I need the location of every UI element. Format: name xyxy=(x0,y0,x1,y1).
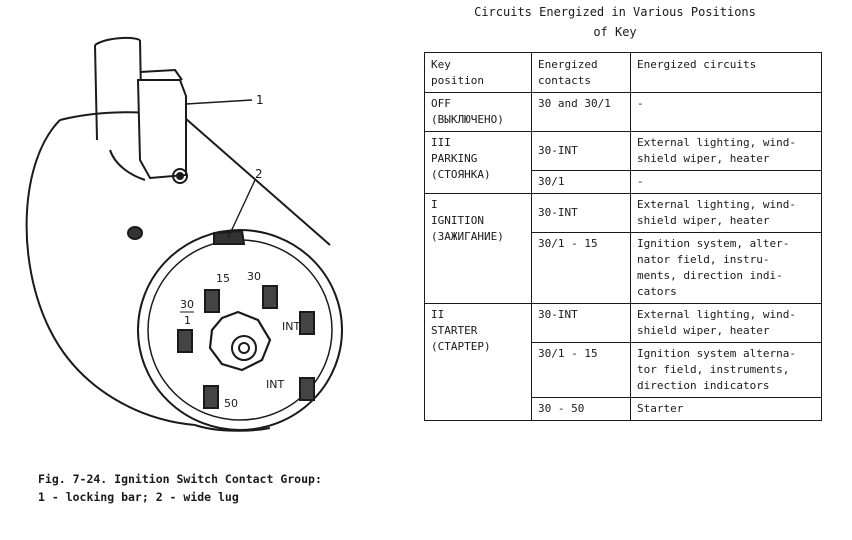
cell-text: 30-INT xyxy=(538,206,578,219)
cell-text: STARTER xyxy=(431,324,478,337)
contact-int-right xyxy=(300,312,314,334)
cell-text: 30/1 - 15 xyxy=(538,347,598,360)
table-row-starter xyxy=(425,304,822,343)
circuits-cell xyxy=(631,194,822,233)
cell-text: (ЗАЖИГАНИЕ) xyxy=(431,230,504,243)
cell-text: 30-INT xyxy=(538,308,578,321)
circuits-cell xyxy=(631,343,822,398)
label-int-right: INT xyxy=(282,320,301,333)
contacts-cell xyxy=(532,194,631,233)
header-text: position xyxy=(431,74,484,87)
cell-text: PARKING xyxy=(431,152,478,165)
cell-text: 30 - 50 xyxy=(538,402,585,415)
table-row-parking xyxy=(425,132,822,171)
cell-text: - xyxy=(637,175,644,188)
label-30-top: 30 xyxy=(180,298,194,311)
circuits-cell xyxy=(631,93,822,132)
cell-text: Starter xyxy=(637,402,684,415)
cell-text: External lighting, wind- xyxy=(637,136,796,149)
contacts-cell xyxy=(532,132,631,171)
key-position-ignition xyxy=(425,194,532,304)
cell-text: Ignition system, alter- xyxy=(637,237,790,250)
cell-text: I xyxy=(431,198,438,211)
cell-text: 30 and 30/1 xyxy=(538,97,611,110)
cell-text: ments, direction indi- xyxy=(637,269,783,282)
cell-text: External lighting, wind- xyxy=(637,198,796,211)
table-header-row xyxy=(425,53,822,93)
ignition-switch-figure xyxy=(0,0,400,470)
header-energized-circuits xyxy=(631,53,822,93)
circuits-cell xyxy=(631,304,822,343)
header-text: contacts xyxy=(538,74,591,87)
locking-bar xyxy=(138,80,186,178)
header-key-position xyxy=(425,53,532,93)
contacts-cell xyxy=(532,171,631,194)
key-position-parking xyxy=(425,132,532,194)
contacts-cell xyxy=(532,398,631,421)
header-text: Energized xyxy=(538,58,598,71)
contacts-cell xyxy=(532,343,631,398)
circuits-cell xyxy=(631,398,822,421)
figure-caption xyxy=(38,470,398,506)
table-row-ignition xyxy=(425,194,822,233)
cell-text: III xyxy=(431,136,451,149)
key-position-starter xyxy=(425,304,532,421)
circuits-cell xyxy=(631,171,822,194)
cell-text: Ignition system alterna- xyxy=(637,347,796,360)
table-title xyxy=(420,2,810,42)
cell-text: direction indicators xyxy=(637,379,770,392)
caption-line-1: Fig. 7-24. Ignition Switch Contact Group: xyxy=(38,472,322,486)
header-energized-contacts xyxy=(532,53,631,93)
cell-text: II xyxy=(431,308,445,321)
label-15: 15 xyxy=(216,272,230,285)
cell-text: (СТОЯНКА) xyxy=(431,168,491,181)
circuits-cell xyxy=(631,132,822,171)
contact-30 xyxy=(263,286,277,308)
header-text: Key xyxy=(431,58,451,71)
cell-text: shield wiper, heater xyxy=(637,152,770,165)
table-title-line-1: Circuits Energized in Various Positions xyxy=(474,5,756,19)
contact-int-bottom xyxy=(300,378,314,400)
cell-text: OFF xyxy=(431,97,451,110)
caption-line-2: 1 - locking bar; 2 - wide lug xyxy=(38,490,239,504)
label-int-bottom: INT xyxy=(266,378,285,391)
cell-text: 30/1 xyxy=(538,175,565,188)
cell-text: nator field, instru- xyxy=(637,253,770,266)
label-1-bottom: 1 xyxy=(184,314,191,327)
callout-2: 2 xyxy=(255,167,263,181)
callout-1: 1 xyxy=(256,93,264,107)
cell-text: shield wiper, heater xyxy=(637,214,770,227)
rotor xyxy=(210,312,270,370)
table-row-off xyxy=(425,93,822,132)
cell-text: IGNITION xyxy=(431,214,484,227)
contact-15 xyxy=(205,290,219,312)
cell-text: cators xyxy=(637,285,677,298)
contacts-cell xyxy=(532,233,631,304)
cell-text: External lighting, wind- xyxy=(637,308,796,321)
cell-text: - xyxy=(637,97,644,110)
cell-text: (ВЫКЛЮЧЕНО) xyxy=(431,113,504,126)
contacts-cell xyxy=(532,93,631,132)
contact-50 xyxy=(204,386,218,408)
circuits-cell xyxy=(631,233,822,304)
cell-text: 30-INT xyxy=(538,144,578,157)
cell-text: 30/1 - 15 xyxy=(538,237,598,250)
contact-30-1 xyxy=(178,330,192,352)
cell-text: tor field, instruments, xyxy=(637,363,790,376)
table-title-line-2: of Key xyxy=(593,25,637,39)
label-50: 50 xyxy=(224,397,238,410)
label-30: 30 xyxy=(247,270,261,283)
cell-text: shield wiper, heater xyxy=(637,324,770,337)
circuits-table xyxy=(424,52,822,421)
key-position-off xyxy=(425,93,532,132)
contacts-cell xyxy=(532,304,631,343)
header-text: Energized circuits xyxy=(637,58,757,71)
cell-text: (СТАРТЕР) xyxy=(431,340,491,353)
